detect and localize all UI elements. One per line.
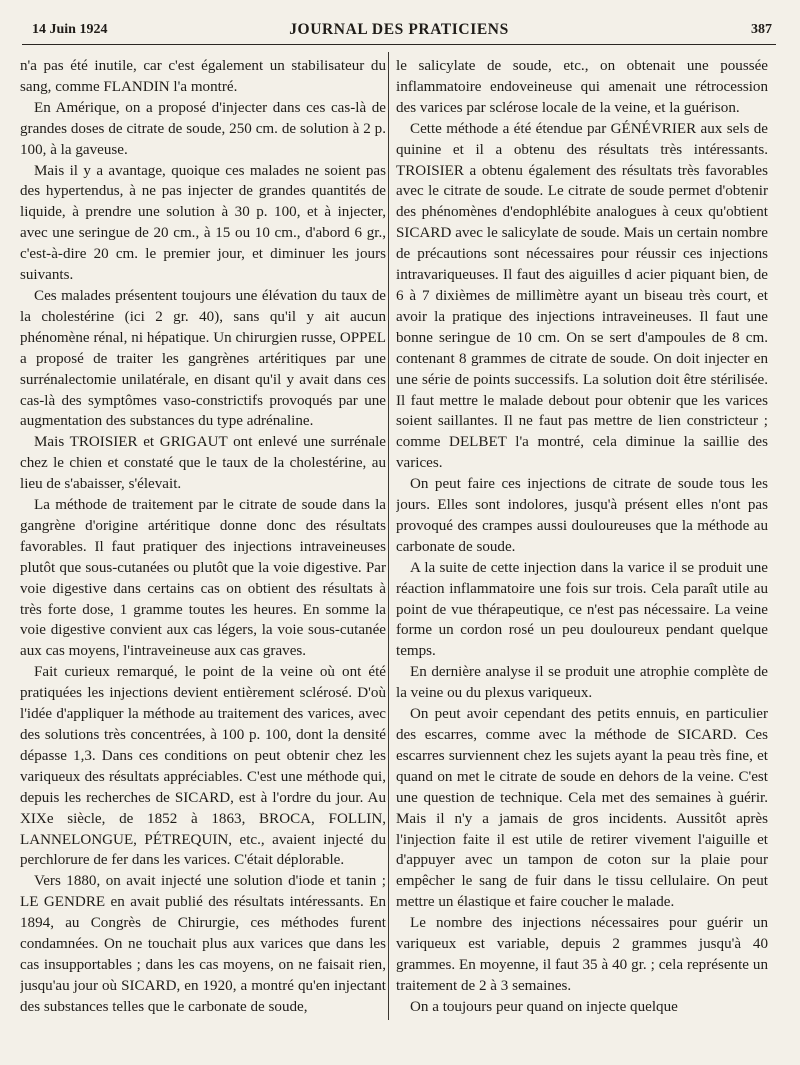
paragraph: Ces malades présentent toujours une élévation du taux de la cholestérine (ici 2 gr. 40), sans qu'il y ait aucun phénomène rénal, ni hépatique. Un chirurgien russe, OPPEL a proposé de traiter les gangrènes artéritiques par une surrénalectomie unilatérale, en disant qu'il y avait dans ces cas-là des symptômes vaso-constrictifs provoqués par une augmentation des substances du type adrénaline. (20, 287, 386, 430)
paragraph: La méthode de traitement par le citrate de soude dans la gangrène d'origine artéritique donne donc des résultats favorables. Il faut pratiquer des injections intraveineuses plutôt que sous-cutanées ou plutôt que la voie digestive. Par voie digestive dans certains cas on obtient des résultats à très forte dose, 1 gramme toutes les heures. En somme la voie digestive convient aux cas légers, la voie sous-cutanée aux cas moyens, l'intraveineuse aux cas graves. (20, 497, 386, 660)
journal-title: JOURNAL DES PRATICIENS (289, 21, 509, 38)
paragraph: Vers 1880, on avait injecté une solution d'iode et tanin ; LE GENDRE en avait publié des résultats intéressants. En 1894, au Congrès de Chirurgie, ces méthodes furent condamnées. On ne touchait plus aux varices que dans les cas insupportables ; dans les cas moyens, on ne faisait rien, jusqu'au jour où SICARD, en 1920, a montré qu'en injectant des substances telles que le carbonate de soude, (20, 873, 386, 1015)
paragraph: On peut faire ces injections de citrate de soude tous les jours. Elles sont indolores, jusqu'à présent elles n'ont pas provoqué des crampes aussi douloureuses que la méthode au carbonate de soude. (396, 476, 768, 555)
left-column (20, 56, 386, 1056)
running-header (22, 18, 776, 45)
paragraph: On peut avoir cependant des petits ennuis, en particulier des escarres, comme avec la méthode de SICARD. Ces escarres surviennent chez les sujets ayant la peau très fine, et quand on met le citrate de soude en dehors de la veine. C'est une question de technique. Cela met des semaines à guérir. Mais il n'y a jamais de gros incidents. Aussitôt après l'injection faite il est utile de retirer vivement l'aiguille et d'appuyer avec un tampon de coton sur la plaie pour empêcher le sang de fuir dans le tissu cellulaire. On peut mettre un élastique et faire coucher le malade. (396, 706, 768, 911)
page-number: 387 (751, 22, 772, 37)
paragraph: On a toujours peur quand on injecte quelque (410, 998, 678, 1015)
paragraph: En dernière analyse il se produit une atrophie complète de la veine ou du plexus variqueux. (396, 664, 768, 702)
paragraph: le salicylate de soude, etc., on obtenait une poussée inflammatoire endoveineuse qui amenait une rétrocession des varices par sclérose locale de la veine, et la guérison. (396, 58, 768, 116)
paragraph: Fait curieux remarqué, le point de la veine où ont été pratiquées les injections devient entièrement sclérosé. D'où l'idée d'appliquer la méthode au traitement des varices, avec des solutions très concentrées, à 100 p. 100, dont la densité dépasse 1,3. Dans ces conditions on peut obtenir chez les variqueux des résultats appréciables. C'est une méthode qui, depuis les recherches de SICARD, est à l'ordre du jour. Au XIXe siècle, de 1852 à 1863, BROCA, FOLLIN, LANNELONGUE, PÉTREQUIN, etc., avaient injecté du perchlorure de fer dans les varices. C'était déplorable. (20, 664, 386, 869)
paragraph: Cette méthode a été étendue par GÉNÉVRIER aux sels de quinine et il a obtenu des résultats très intéressants. TROISIER a obtenu également des résultats très favorables avec le citrate de soude. Le citrate de soude permet d'obtenir des phénomènes d'endophlébite analogues à ceux qu'obtient SICARD avec le salicylate de soude. Mais un certain nombre de précautions sont nécessaires pour réussir ces injections intravariqueuses. Il faut des aiguilles d acier piquant bien, de 6 à 7 dixièmes de millimètre ayant un biseau très court, et avoir la pratique des injections intraveineuses. Il faut une bonne seringue de 10 cm. On se sert d'ampoules de 8 cm. contenant 8 grammes de citrate de soude. On doit injecter en une série de points successifs. La solution doit être stérilisée. Il faut mettre le malade debout pour obtenir que les varices soient saillantes. Il ne faut pas mettre de lien constricteur ; comme DELBET l'a montré, cela diminue la saillie des varices. (396, 120, 768, 472)
paragraph: A la suite de cette injection dans la varice il se produit une réaction inflammatoire une fois sur trois. Cela paraît utile au point de vue thérapeutique, ce n'est pas nécessaire. La veine forme un cordon rosé un peu douloureux pendant quelque temps. (396, 559, 768, 660)
paragraph: Mais il y a avantage, quoique ces malades ne soient pas des hypertendus, à ne pas injecter de grandes quantités de liquide, à prendre une solution à 30 p. 100, et à injecter, avec une seringue de 20 cm., à 15 ou 10 cm., d'abord 6 gr., c'est-à-dire 20 cm. le premier jour, et diminuer les jours suivants. (20, 162, 386, 284)
paragraph: En Amérique, on a proposé d'injecter dans ces cas-là de grandes doses de citrate de soude, 250 cm. de solution à 2 p. 100, à la gaveuse. (20, 99, 386, 158)
column-divider (388, 52, 389, 1020)
header-date: 14 Juin 1924 (32, 22, 108, 37)
paragraph: Mais TROISIER et GRIGAUT ont enlevé une surrénale chez le chien et constaté que le taux de la cholestérine, au lieu de s'abaisser, s'élevait. (20, 434, 386, 493)
right-column (396, 56, 768, 1056)
paragraph: n'a pas été inutile, car c'est également un stabilisateur du sang, comme FLANDIN l'a montré. (20, 58, 386, 95)
paragraph: Le nombre des injections nécessaires pour guérir un variqueux est variable, depuis 2 grammes jusqu'à 40 grammes. En moyenne, il faut 35 à 40 gr. ; cela représente un traitement de 2 à 3 semaines. (396, 915, 768, 994)
